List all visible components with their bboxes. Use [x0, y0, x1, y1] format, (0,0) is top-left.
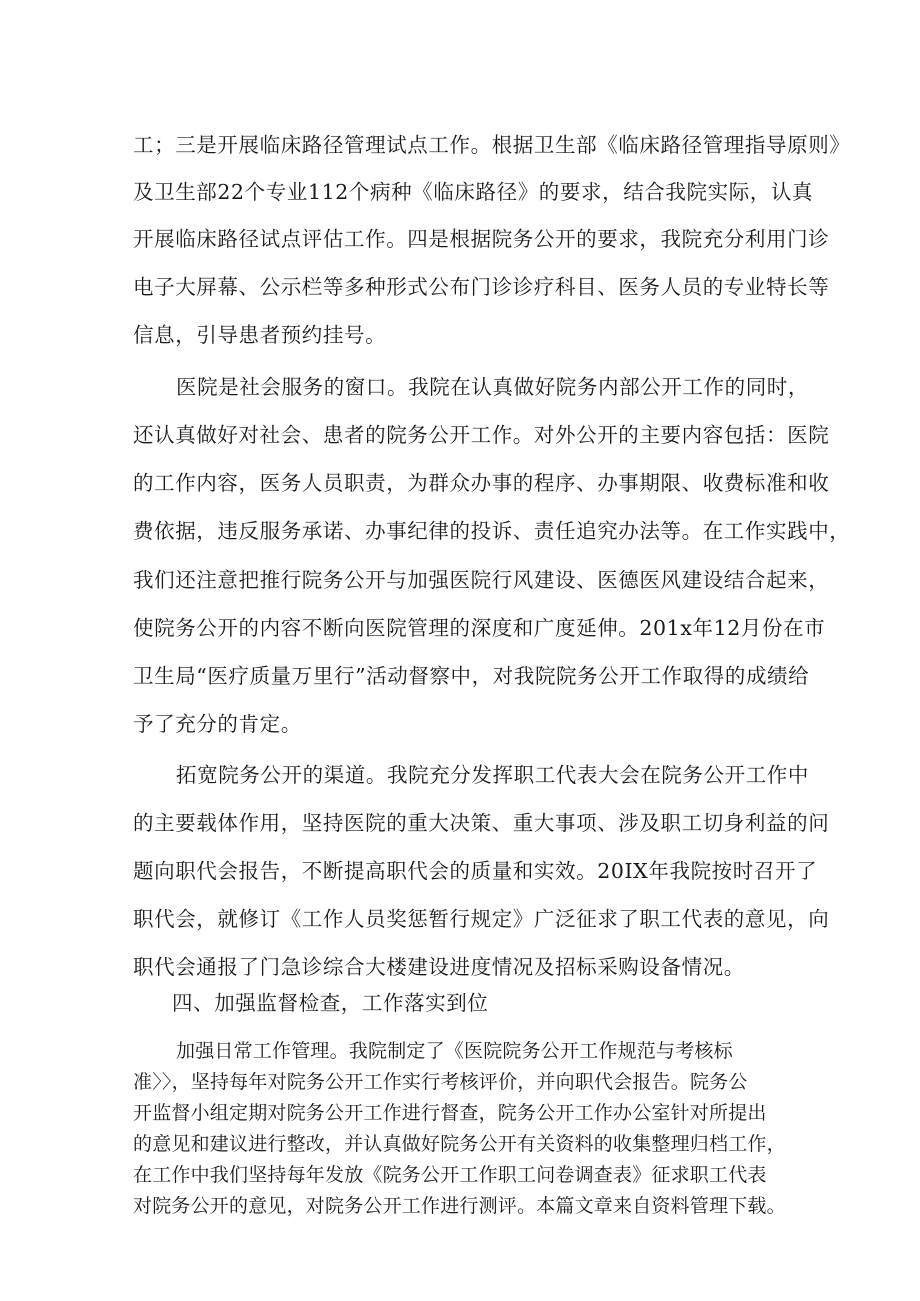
paragraph-line: 医院是社会服务的窗口。我院在认真做好院务内部公开工作的同时，: [176, 375, 809, 399]
paragraph-line: 职代会，就修订《工作人员奖惩暂行规定》广泛征求了职工代表的意见，向: [133, 907, 830, 931]
paragraph-line: 的工作内容，医务人员职责，为群众办事的程序、办事期限、收费标准和收: [133, 471, 830, 495]
paragraph-line: 在工作中我们坚持每年发放《院务公开工作职工问卷调查表》征求职工代表: [133, 1164, 767, 1186]
paragraph-line: 予了充分的肯定。: [133, 712, 302, 736]
paragraph-line: 信息，引导患者预约挂号。: [133, 323, 387, 347]
paragraph-line: 准〉〉，坚持每年对院务公开工作实行考核评价，并向职代会报告。院务公: [133, 1071, 748, 1093]
paragraph-line: 费依据，违反服务承诺、办事纪律的投诉、责任追究办法等。在工作实践中，: [133, 519, 851, 543]
paragraph-line: 的主要载体作用，坚持医院的重大决策、重大事项、涉及职工切身利益的问: [133, 811, 830, 835]
paragraph-line: 加强日常工作管理。我院制定了《医院院务公开工作规范与考核标: [176, 1040, 733, 1062]
paragraph-line: 职代会通报了门急诊综合大楼建设进度情况及招标采购设备情况。: [133, 955, 745, 979]
paragraph-line: 对院务公开的意见，对院务公开工作进行测评。本篇文章来自资料管理下载。: [133, 1195, 786, 1217]
paragraph-line: 开展临床路径试点评估工作。四是根据院务公开的要求，我院充分利用门诊: [133, 227, 830, 251]
paragraph-line: 题向职代会报告，不断提高职代会的质量和实效。20IX年我院按时召开了: [133, 859, 818, 883]
paragraph-line: 拓宽院务公开的渠道。我院充分发挥职工代表大会在院务公开工作中: [176, 763, 809, 787]
paragraph-line: 工；三是开展临床路径管理试点工作。根据卫生部《临床路径管理指导原则》: [133, 133, 851, 157]
paragraph-line: 的意见和建议进行整改，并认真做好院务公开有关资料的收集整理归档工作，: [133, 1133, 786, 1155]
paragraph-line: 还认真做好对社会、患者的院务公开工作。对外公开的主要内容包括：医院: [133, 423, 830, 447]
paragraph-line: 电子大屏幕、公示栏等多种形式公布门诊诊疗科目、医务人员的专业特长等: [133, 275, 830, 299]
paragraph-line: 卫生局“医疗质量万里行”活动督察中，对我院院务公开工作取得的成绩给: [133, 664, 810, 688]
paragraph-line: 及卫生部22个专业112个病种《临床路径》的要求，结合我院实际，认真: [133, 180, 814, 204]
paragraph-line: 我们还注意把推行院务公开与加强医院行风建设、医德医风建设结合起来，: [133, 568, 830, 592]
paragraph-line: 开监督小组定期对院务公开工作进行督查，院务公开工作办公室针对所提出: [133, 1102, 767, 1124]
paragraph-line: 使院务公开的内容不断向医院管理的深度和广度延伸。201x年12月份在市: [133, 616, 826, 640]
section-heading: 四、加强监督检查，工作落实到位: [172, 991, 489, 1015]
